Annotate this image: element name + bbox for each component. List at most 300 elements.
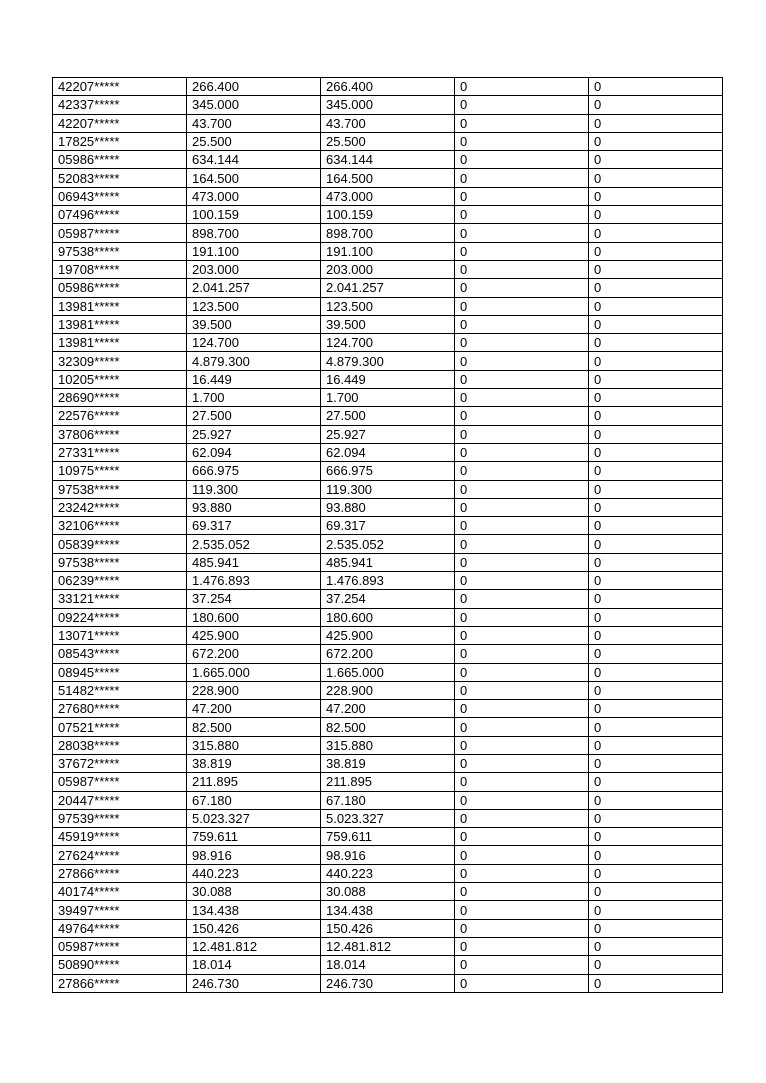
value-cell: 898.700: [187, 224, 321, 242]
zero-cell: 0: [455, 974, 589, 992]
value-cell: 1.700: [321, 389, 455, 407]
value-cell: 473.000: [187, 187, 321, 205]
id-cell: 33121*****: [53, 590, 187, 608]
id-cell: 37672*****: [53, 754, 187, 772]
value-cell: 1.665.000: [187, 663, 321, 681]
id-cell: 05986*****: [53, 151, 187, 169]
value-cell: 123.500: [321, 297, 455, 315]
zero-cell: 0: [589, 937, 723, 955]
table-row: [53, 754, 723, 772]
zero-cell: 0: [589, 517, 723, 535]
value-cell: 38.819: [321, 754, 455, 772]
value-cell: 47.200: [187, 700, 321, 718]
value-cell: 2.535.052: [321, 535, 455, 553]
id-cell: 06239*****: [53, 572, 187, 590]
zero-cell: 0: [589, 206, 723, 224]
id-cell: 51482*****: [53, 681, 187, 699]
zero-cell: 0: [455, 407, 589, 425]
zero-cell: 0: [589, 572, 723, 590]
table-row: [53, 370, 723, 388]
zero-cell: 0: [589, 663, 723, 681]
value-cell: 5.023.327: [187, 809, 321, 827]
value-cell: 30.088: [187, 883, 321, 901]
zero-cell: 0: [589, 956, 723, 974]
value-cell: 98.916: [187, 846, 321, 864]
id-cell: 97538*****: [53, 553, 187, 571]
id-cell: 37806*****: [53, 425, 187, 443]
table-row: [53, 96, 723, 114]
id-cell: 07521*****: [53, 718, 187, 736]
table-row: [53, 315, 723, 333]
value-cell: 1.700: [187, 389, 321, 407]
value-cell: 2.041.257: [321, 279, 455, 297]
value-cell: 62.094: [321, 443, 455, 461]
value-cell: 119.300: [187, 480, 321, 498]
value-cell: 30.088: [321, 883, 455, 901]
value-cell: 473.000: [321, 187, 455, 205]
zero-cell: 0: [455, 279, 589, 297]
zero-cell: 0: [589, 297, 723, 315]
value-cell: 266.400: [187, 78, 321, 96]
zero-cell: 0: [589, 553, 723, 571]
zero-cell: 0: [455, 334, 589, 352]
table-row: [53, 681, 723, 699]
zero-cell: 0: [455, 773, 589, 791]
id-cell: 42207*****: [53, 78, 187, 96]
value-cell: 180.600: [187, 608, 321, 626]
value-cell: 211.895: [187, 773, 321, 791]
zero-cell: 0: [455, 937, 589, 955]
zero-cell: 0: [455, 187, 589, 205]
id-cell: 27866*****: [53, 974, 187, 992]
zero-cell: 0: [455, 956, 589, 974]
zero-cell: 0: [455, 132, 589, 150]
value-cell: 345.000: [321, 96, 455, 114]
value-cell: 228.900: [187, 681, 321, 699]
zero-cell: 0: [589, 114, 723, 132]
table-row: [53, 937, 723, 955]
value-cell: 266.400: [321, 78, 455, 96]
value-cell: 228.900: [321, 681, 455, 699]
value-cell: 2.535.052: [187, 535, 321, 553]
value-cell: 100.159: [321, 206, 455, 224]
table-row: [53, 736, 723, 754]
table-row: [53, 443, 723, 461]
id-cell: 05987*****: [53, 937, 187, 955]
zero-cell: 0: [589, 151, 723, 169]
table-row: [53, 700, 723, 718]
value-cell: 164.500: [321, 169, 455, 187]
zero-cell: 0: [589, 96, 723, 114]
value-cell: 425.900: [321, 626, 455, 644]
value-cell: 25.500: [187, 132, 321, 150]
zero-cell: 0: [455, 608, 589, 626]
table-row: [53, 169, 723, 187]
zero-cell: 0: [589, 443, 723, 461]
table-row: [53, 132, 723, 150]
zero-cell: 0: [589, 334, 723, 352]
table-row: [53, 901, 723, 919]
value-cell: 440.223: [187, 864, 321, 882]
value-cell: 16.449: [321, 370, 455, 388]
value-cell: 18.014: [187, 956, 321, 974]
table-row: [53, 919, 723, 937]
zero-cell: 0: [455, 864, 589, 882]
zero-cell: 0: [455, 370, 589, 388]
table-row: [53, 352, 723, 370]
zero-cell: 0: [589, 736, 723, 754]
id-cell: 97538*****: [53, 480, 187, 498]
value-cell: 93.880: [321, 498, 455, 516]
zero-cell: 0: [455, 626, 589, 644]
value-cell: 18.014: [321, 956, 455, 974]
id-cell: 10205*****: [53, 370, 187, 388]
value-cell: 69.317: [321, 517, 455, 535]
id-cell: 07496*****: [53, 206, 187, 224]
zero-cell: 0: [589, 626, 723, 644]
value-cell: 93.880: [187, 498, 321, 516]
table-row: [53, 535, 723, 553]
value-cell: 39.500: [187, 315, 321, 333]
id-cell: 28038*****: [53, 736, 187, 754]
id-cell: 49764*****: [53, 919, 187, 937]
value-cell: 672.200: [187, 645, 321, 663]
id-cell: 22576*****: [53, 407, 187, 425]
table-row: [53, 498, 723, 516]
value-cell: 124.700: [187, 334, 321, 352]
zero-cell: 0: [589, 681, 723, 699]
zero-cell: 0: [455, 919, 589, 937]
value-cell: 4.879.300: [187, 352, 321, 370]
zero-cell: 0: [455, 736, 589, 754]
id-cell: 19708*****: [53, 260, 187, 278]
zero-cell: 0: [589, 608, 723, 626]
zero-cell: 0: [455, 480, 589, 498]
table-row: [53, 645, 723, 663]
table-row: [53, 809, 723, 827]
zero-cell: 0: [455, 242, 589, 260]
value-cell: 82.500: [321, 718, 455, 736]
id-cell: 27331*****: [53, 443, 187, 461]
zero-cell: 0: [589, 901, 723, 919]
zero-cell: 0: [589, 169, 723, 187]
value-cell: 191.100: [321, 242, 455, 260]
zero-cell: 0: [589, 242, 723, 260]
value-cell: 4.879.300: [321, 352, 455, 370]
value-cell: 1.476.893: [321, 572, 455, 590]
value-cell: 123.500: [187, 297, 321, 315]
value-cell: 425.900: [187, 626, 321, 644]
value-cell: 672.200: [321, 645, 455, 663]
zero-cell: 0: [455, 517, 589, 535]
table-row: [53, 206, 723, 224]
value-cell: 12.481.812: [187, 937, 321, 955]
table-row: [53, 187, 723, 205]
zero-cell: 0: [589, 498, 723, 516]
value-cell: 67.180: [321, 791, 455, 809]
zero-cell: 0: [589, 315, 723, 333]
value-cell: 2.041.257: [187, 279, 321, 297]
value-cell: 43.700: [187, 114, 321, 132]
value-cell: 203.000: [321, 260, 455, 278]
zero-cell: 0: [589, 645, 723, 663]
id-cell: 27866*****: [53, 864, 187, 882]
table-row: [53, 828, 723, 846]
value-cell: 634.144: [187, 151, 321, 169]
value-cell: 315.880: [321, 736, 455, 754]
zero-cell: 0: [455, 846, 589, 864]
value-cell: 43.700: [321, 114, 455, 132]
value-cell: 634.144: [321, 151, 455, 169]
table-row: [53, 956, 723, 974]
table-row: [53, 590, 723, 608]
id-cell: 13981*****: [53, 297, 187, 315]
value-cell: 100.159: [187, 206, 321, 224]
zero-cell: 0: [455, 498, 589, 516]
zero-cell: 0: [589, 132, 723, 150]
table-row: [53, 334, 723, 352]
value-cell: 124.700: [321, 334, 455, 352]
id-cell: 17825*****: [53, 132, 187, 150]
value-cell: 37.254: [321, 590, 455, 608]
value-cell: 150.426: [321, 919, 455, 937]
table-row: [53, 517, 723, 535]
id-cell: 13981*****: [53, 315, 187, 333]
zero-cell: 0: [455, 169, 589, 187]
value-cell: 666.975: [187, 462, 321, 480]
zero-cell: 0: [455, 535, 589, 553]
zero-cell: 0: [455, 590, 589, 608]
zero-cell: 0: [589, 462, 723, 480]
zero-cell: 0: [589, 864, 723, 882]
id-cell: 42207*****: [53, 114, 187, 132]
value-cell: 150.426: [187, 919, 321, 937]
id-cell: 27680*****: [53, 700, 187, 718]
table-row: [53, 389, 723, 407]
zero-cell: 0: [589, 828, 723, 846]
zero-cell: 0: [455, 663, 589, 681]
zero-cell: 0: [589, 279, 723, 297]
value-cell: 62.094: [187, 443, 321, 461]
value-cell: 47.200: [321, 700, 455, 718]
value-cell: 25.500: [321, 132, 455, 150]
zero-cell: 0: [589, 718, 723, 736]
zero-cell: 0: [455, 352, 589, 370]
zero-cell: 0: [455, 828, 589, 846]
zero-cell: 0: [455, 681, 589, 699]
value-cell: 345.000: [187, 96, 321, 114]
table-row: [53, 846, 723, 864]
zero-cell: 0: [455, 78, 589, 96]
value-cell: 82.500: [187, 718, 321, 736]
zero-cell: 0: [455, 315, 589, 333]
table-row: [53, 480, 723, 498]
value-cell: 27.500: [321, 407, 455, 425]
zero-cell: 0: [589, 919, 723, 937]
value-cell: 485.941: [187, 553, 321, 571]
zero-cell: 0: [589, 535, 723, 553]
table-row: [53, 572, 723, 590]
value-cell: 759.611: [187, 828, 321, 846]
value-cell: 119.300: [321, 480, 455, 498]
zero-cell: 0: [455, 297, 589, 315]
value-cell: 315.880: [187, 736, 321, 754]
value-cell: 759.611: [321, 828, 455, 846]
zero-cell: 0: [589, 773, 723, 791]
value-cell: 898.700: [321, 224, 455, 242]
id-cell: 20447*****: [53, 791, 187, 809]
table-row: [53, 462, 723, 480]
value-cell: 39.500: [321, 315, 455, 333]
zero-cell: 0: [455, 718, 589, 736]
zero-cell: 0: [455, 260, 589, 278]
zero-cell: 0: [455, 224, 589, 242]
zero-cell: 0: [455, 700, 589, 718]
table-row: [53, 224, 723, 242]
value-cell: 5.023.327: [321, 809, 455, 827]
value-cell: 191.100: [187, 242, 321, 260]
zero-cell: 0: [455, 206, 589, 224]
id-cell: 09224*****: [53, 608, 187, 626]
zero-cell: 0: [589, 78, 723, 96]
id-cell: 32106*****: [53, 517, 187, 535]
zero-cell: 0: [589, 809, 723, 827]
value-cell: 440.223: [321, 864, 455, 882]
table-row: [53, 242, 723, 260]
table-body: [53, 78, 723, 993]
id-cell: 40174*****: [53, 883, 187, 901]
zero-cell: 0: [589, 370, 723, 388]
value-cell: 164.500: [187, 169, 321, 187]
zero-cell: 0: [455, 754, 589, 772]
table-row: [53, 297, 723, 315]
id-cell: 50890*****: [53, 956, 187, 974]
value-cell: 134.438: [187, 901, 321, 919]
id-cell: 10975*****: [53, 462, 187, 480]
zero-cell: 0: [589, 407, 723, 425]
value-cell: 25.927: [321, 425, 455, 443]
zero-cell: 0: [455, 114, 589, 132]
zero-cell: 0: [455, 425, 589, 443]
value-cell: 211.895: [321, 773, 455, 791]
zero-cell: 0: [589, 260, 723, 278]
zero-cell: 0: [455, 553, 589, 571]
table-row: [53, 626, 723, 644]
id-cell: 32309*****: [53, 352, 187, 370]
zero-cell: 0: [589, 389, 723, 407]
id-cell: 06943*****: [53, 187, 187, 205]
id-cell: 27624*****: [53, 846, 187, 864]
table-row: [53, 974, 723, 992]
value-cell: 1.665.000: [321, 663, 455, 681]
zero-cell: 0: [455, 151, 589, 169]
zero-cell: 0: [455, 572, 589, 590]
table-row: [53, 114, 723, 132]
zero-cell: 0: [589, 224, 723, 242]
table-row: [53, 425, 723, 443]
id-cell: 13071*****: [53, 626, 187, 644]
table-row: [53, 78, 723, 96]
id-cell: 97538*****: [53, 242, 187, 260]
value-cell: 67.180: [187, 791, 321, 809]
table-row: [53, 791, 723, 809]
zero-cell: 0: [589, 754, 723, 772]
zero-cell: 0: [589, 590, 723, 608]
id-cell: 05987*****: [53, 773, 187, 791]
value-cell: 246.730: [187, 974, 321, 992]
zero-cell: 0: [455, 791, 589, 809]
value-cell: 134.438: [321, 901, 455, 919]
table-row: [53, 151, 723, 169]
table-row: [53, 883, 723, 901]
zero-cell: 0: [589, 791, 723, 809]
zero-cell: 0: [589, 846, 723, 864]
id-cell: 05839*****: [53, 535, 187, 553]
id-cell: 08543*****: [53, 645, 187, 663]
zero-cell: 0: [455, 645, 589, 663]
id-cell: 05987*****: [53, 224, 187, 242]
zero-cell: 0: [589, 700, 723, 718]
value-cell: 12.481.812: [321, 937, 455, 955]
id-cell: 39497*****: [53, 901, 187, 919]
id-cell: 23242*****: [53, 498, 187, 516]
table-row: [53, 553, 723, 571]
data-table: [52, 77, 723, 993]
id-cell: 08945*****: [53, 663, 187, 681]
zero-cell: 0: [455, 389, 589, 407]
zero-cell: 0: [589, 352, 723, 370]
id-cell: 97539*****: [53, 809, 187, 827]
table-row: [53, 864, 723, 882]
id-cell: 05986*****: [53, 279, 187, 297]
table-row: [53, 718, 723, 736]
value-cell: 98.916: [321, 846, 455, 864]
value-cell: 180.600: [321, 608, 455, 626]
value-cell: 37.254: [187, 590, 321, 608]
zero-cell: 0: [455, 901, 589, 919]
id-cell: 52083*****: [53, 169, 187, 187]
value-cell: 203.000: [187, 260, 321, 278]
zero-cell: 0: [589, 480, 723, 498]
table-row: [53, 663, 723, 681]
zero-cell: 0: [589, 187, 723, 205]
zero-cell: 0: [589, 974, 723, 992]
zero-cell: 0: [589, 425, 723, 443]
zero-cell: 0: [455, 883, 589, 901]
value-cell: 25.927: [187, 425, 321, 443]
table-row: [53, 260, 723, 278]
value-cell: 246.730: [321, 974, 455, 992]
zero-cell: 0: [455, 443, 589, 461]
table-row: [53, 773, 723, 791]
value-cell: 666.975: [321, 462, 455, 480]
id-cell: 28690*****: [53, 389, 187, 407]
value-cell: 69.317: [187, 517, 321, 535]
value-cell: 27.500: [187, 407, 321, 425]
zero-cell: 0: [455, 96, 589, 114]
table-row: [53, 608, 723, 626]
zero-cell: 0: [455, 462, 589, 480]
value-cell: 38.819: [187, 754, 321, 772]
value-cell: 485.941: [321, 553, 455, 571]
id-cell: 13981*****: [53, 334, 187, 352]
value-cell: 1.476.893: [187, 572, 321, 590]
zero-cell: 0: [589, 883, 723, 901]
value-cell: 16.449: [187, 370, 321, 388]
id-cell: 45919*****: [53, 828, 187, 846]
table-row: [53, 407, 723, 425]
table-row: [53, 279, 723, 297]
